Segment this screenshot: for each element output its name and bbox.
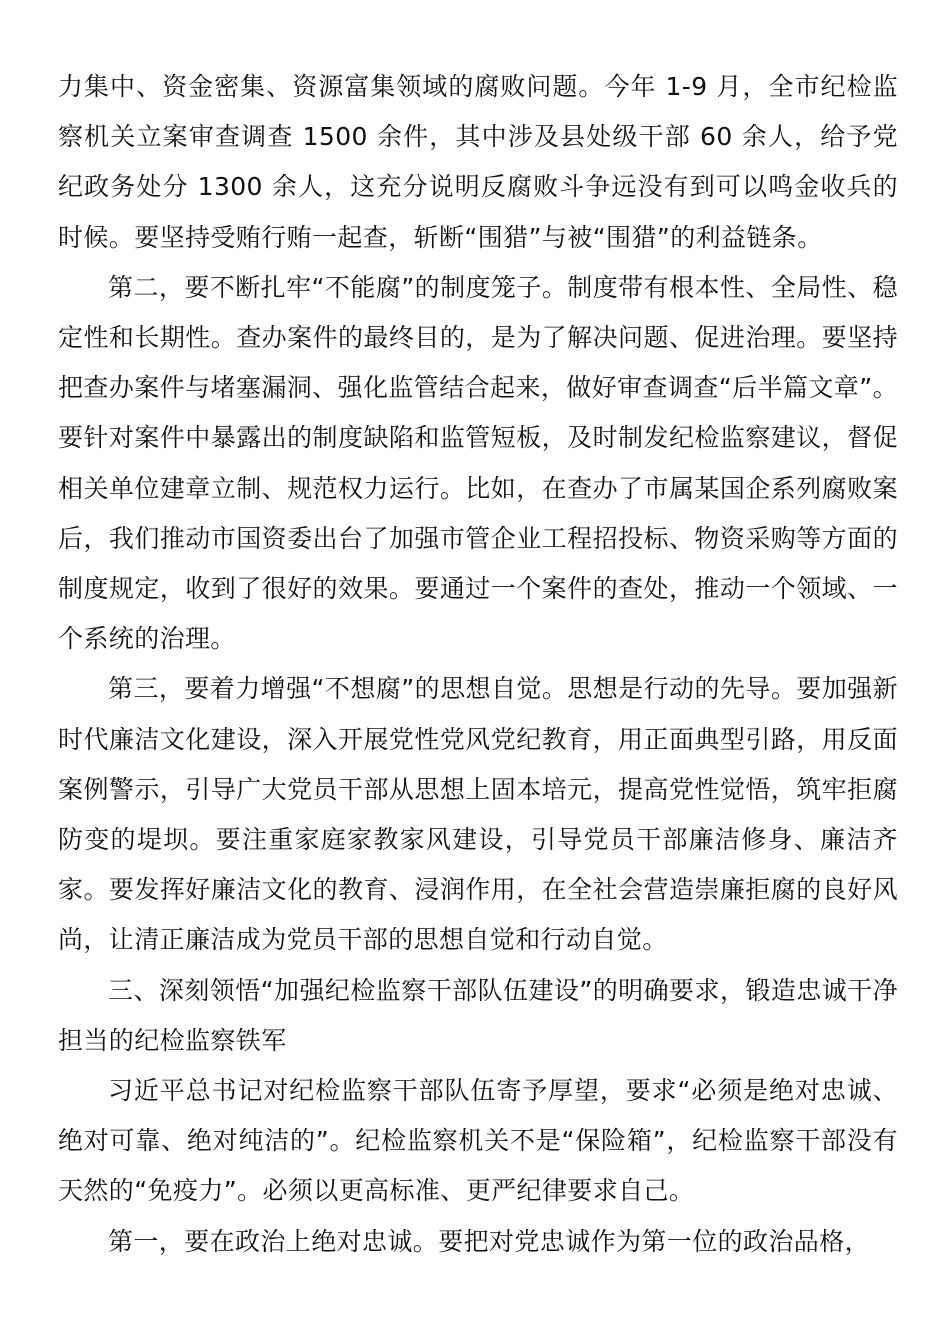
paragraph-third-not-want-corrupt: 第三，要着力增强“不想腐”的思想自觉。思想是行动的先导。要加强新时代廉洁文化建设，深入开展党性党风党纪教育，用正面典型引路，用反面案例警示，引导广大党员干部从思想上固本培元，提高党性觉悟，筑牢拒腐防变的堤坝。要注重家庭家教家风建设，引导党员干部廉洁修身、廉洁齐家。要发挥好廉洁文化的教育、浸润作用，在全社会营造崇廉拒腐的良好风尚，让清正廉洁成为党员干部的思想自觉和行动自觉。: [58, 674, 898, 955]
section-heading-three: 三、深刻领悟“加强纪检监察干部队伍建设”的明确要求，锻造忠诚干净担当的纪检监察铁军: [58, 975, 898, 1055]
paragraph-cadre-expectations: 习近平总书记对纪检监察干部队伍寄予厚望，要求“必须是绝对忠诚、绝对可靠、绝对纯洁的”。纪检监察机关不是“保险箱”，纪检监察干部没有天然的“免疫力”。必须以更高标准、更严纪律要求自己。: [58, 1076, 898, 1206]
paragraph-first-political-loyalty: 第一，要在政治上绝对忠诚。要把对党忠诚作为第一位的政治品格，: [108, 1226, 871, 1256]
document-body: [58, 62, 898, 1267]
paragraph-continued-corruption-cases: 力集中、资金密集、资源富集领域的腐败问题。今年 1-9 月，全市纪检监察机关立案审查调查 1500 余件，其中涉及县处级干部 60 余人，给予党纪政务处分 1300 余人，这充分说明反腐败斗争远没有到可以鸣金收兵的时候。要坚持受贿行贿一起查，斩断“围猎”与被“围猎”的利益链条。: [58, 72, 898, 252]
paragraph-second-cannot-corrupt: 第二，要不断扎牢“不能腐”的制度笼子。制度带有根本性、全局性、稳定性和长期性。查办案件的最终目的，是为了解决问题、促进治理。要坚持把查办案件与堵塞漏洞、强化监管结合起来，做好审查调查“后半篇文章”。要针对案件中暴露出的制度缺陷和监管短板，及时制发纪检监察建议，督促相关单位建章立制、规范权力运行。比如，在查办了市属某国企系列腐败案后，我们推动市国资委出台了加强市管企业工程招投标、物资采购等方面的制度规定，收到了很好的效果。要通过一个案件的查处，推动一个领域、一个系统的治理。: [58, 272, 898, 654]
